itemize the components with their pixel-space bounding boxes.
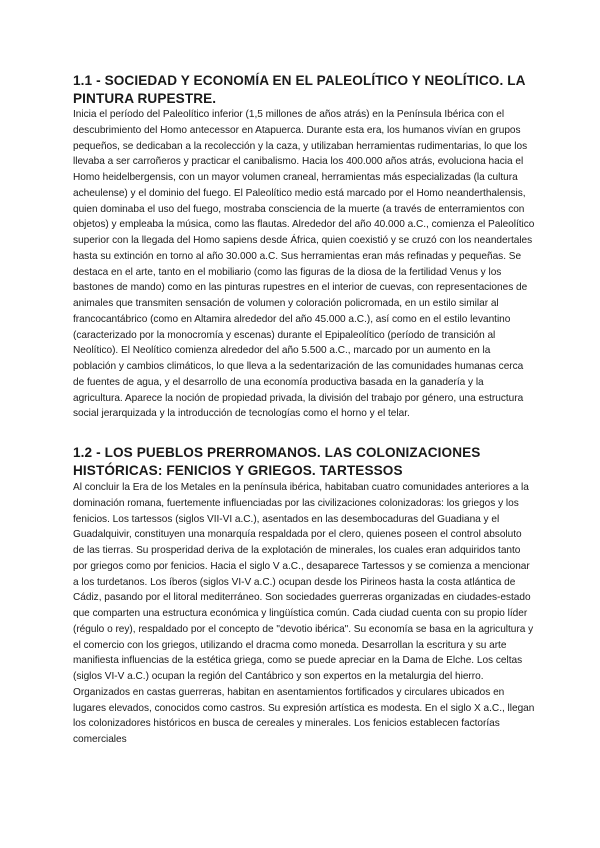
document-page — [73, 72, 535, 748]
section-paleolitico-neolitico — [73, 72, 535, 422]
section-body: Inicia el período del Paleolítico inferior (1,5 millones de años atrás) en la Península Ibérica con el descubrimiento del Homo antecessor en Atapuerca. Durante esta era, los humanos vivían en grupos pequeños, se dedicaban a la recolección y la caza, y utilizaban herramientas rudimentarias, lo que los llevaba a ser carroñeros y practicar el canibalismo. Hacia los 400.000 años atrás, evoluciona hacia el Homo heidelbergensis, con un mayor volumen craneal, herramientas más especializadas (la cultura acheulense) y el dominio del fuego. El Paleolítico medio está marcado por el Homo neanderthalensis, quien dominaba el uso del fuego, mostraba consciencia de la muerte (a través de enterramientos con objetos) y empleaba la música, como las flautas. Alrededor del año 40.000 a.C., comienza el Paleolítico superior con la llegada del Homo sapiens desde África, quien coexistió y se cruzó con los neandertales hasta su extinción en torno al año 30.000 a.C. Sus herramientas eran más refinadas y pequeñas. Se destaca en el arte, tanto en el mobiliario (como las figuras de la diosa de la fertilidad Venus y los bastones de mando) como en las pinturas rupestres en el interior de cuevas, con representaciones de animales que transmiten sensación de volumen y coloración policromada, en un estilo similar al francocantábrico (como en Altamira alrededor del año 45.000 a.C.), así como en el estilo levantino (caracterizado por la monocromía y escenas) durante el Epipaleolítico (período de transición al Neolítico). El Neolítico comienza alrededor del año 5.500 a.C., marcado por un aumento en la población y cambios climáticos, lo que lleva a la sedentarización de las comunidades humanas cerca de fuentes de agua, y el desarrollo de una economía productiva basada en la ganadería y la agricultura. Aparece la noción de propiedad privada, la división del trabajo por género, una estructura social jerarquizada y la introducción de tecnologías como el horno y el telar. — [73, 109, 535, 420]
section-pueblos-prerromanos — [73, 444, 535, 748]
section-title: 1.1 - SOCIEDAD Y ECONOMÍA EN EL PALEOLÍTICO Y NEOLÍTICO. LA PINTURA RUPESTRE. — [73, 73, 526, 106]
section-title: 1.2 - LOS PUEBLOS PRERROMANOS. LAS COLONIZACIONES HISTÓRICAS: FENICIOS Y GRIEGOS. TARTESSOS — [73, 445, 481, 478]
section-body: Al concluir la Era de los Metales en la península ibérica, habitaban cuatro comunidades anteriores a la dominación romana, fuertemente influenciadas por las civilizaciones colonizadoras: los griegos y los fenicios. Los tartessos (siglos VII-VI a.C.), asentados en las desembocaduras del Guadiana y el Guadalquivir, constituyen una monarquía respaldada por el clero, quienes poseen el control absoluto de las tierras. Su prosperidad deriva de la explotación de minerales, los cuales eran adquiridos tanto por griegos como por fenicios. Hacia el siglo V a.C., desaparece Tartessos y se comienza a mencionar a los turdetanos. Los íberos (siglos VI-V a.C.) ocupan desde los Pirineos hasta la costa atlántica de Cádiz, pasando por el litoral mediterráneo. Son sociedades guerreras organizadas en ciudades-estado que comparten una estructura económica y lingüística común. Cada ciudad cuenta con su propio líder (régulo o rey), respaldado por el concepto de "devotio ibérica". Su economía se basa en la agricultura y el comercio con los griegos, utilizando el dracma como moneda. Desarrollan la escritura y su arte manifiesta influencias de la estética griega, como se puede apreciar en la Dama de Elche. Los celtas (siglos VI-V a.C.) ocupan la región del Cantábrico y son expertos en la metalurgia del hierro. Organizados en castas guerreras, habitan en asentamientos fortificados y circulares ubicados en lugares elevados, conocidos como castros. Su expresión artística es modesta. En el siglo X a.C., llegan los colonizadores históricos en busca de cereales y minerales. Los fenicios establecen factorías comerciales — [73, 482, 535, 745]
